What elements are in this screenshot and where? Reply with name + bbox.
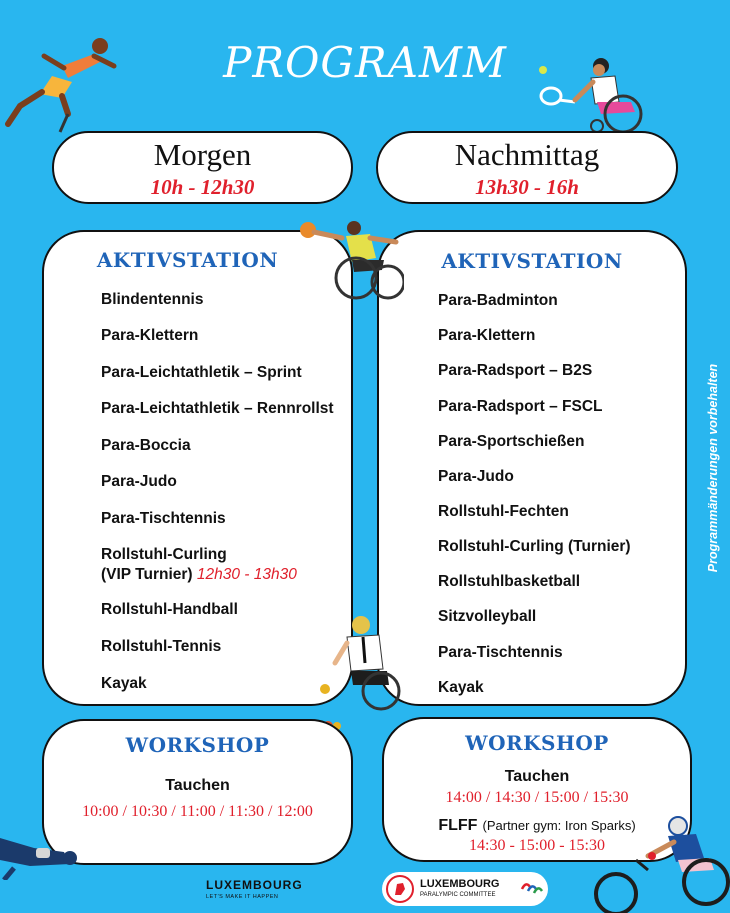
list-item: Para-Judo: [438, 468, 514, 485]
agitos-logo-icon: [520, 879, 544, 899]
curling-time: 12h30 - 13h30: [196, 566, 297, 583]
wheelchair-basketball-illustration: [298, 218, 404, 302]
page-title: PROGRAMM: [223, 38, 507, 87]
left-workshop-heading: WORKSHOP: [125, 733, 270, 757]
morning-heading: Morgen: [153, 137, 252, 172]
list-item: Para-Klettern: [438, 327, 536, 344]
wheelchair-tennis-illustration: [535, 52, 655, 136]
list-item: Para-Tischtennis: [438, 644, 563, 661]
list-item: Kayak: [101, 675, 147, 692]
list-item: Para-Radsport – B2S: [438, 362, 593, 379]
list-item-curling: [101, 545, 334, 600]
list-item: Para-Radsport – FSCL: [438, 398, 603, 415]
list-item: Para-Judo: [101, 473, 177, 490]
luxembourg-logo: [206, 878, 303, 900]
list-item: Rollstuhl-Fechten: [438, 503, 569, 520]
runner-illustration: [2, 36, 118, 136]
left-workshop-activity: Tauchen: [165, 777, 230, 794]
diver-illustration: [0, 808, 82, 880]
morning-pill: [52, 131, 353, 204]
paralympic-wordmark: LUXEMBOURG: [420, 878, 500, 890]
side-note: [703, 350, 723, 585]
curling-vip: (VIP Turnier): [101, 566, 193, 583]
list-item: Rollstuhl-Curling (Turnier): [438, 538, 631, 555]
list-item: Para-Leichtathletik – Sprint: [101, 364, 302, 381]
flff-note: (Partner gym: Iron Sparks): [482, 818, 636, 833]
list-item: Para-Leichtathletik – Rennrollst: [101, 400, 334, 417]
left-station-heading: AKTIVSTATION: [96, 248, 279, 272]
left-workshop-times: 10:00 / 10:30 / 11:00 / 11:30 / 12:00: [82, 803, 313, 820]
list-item: Para-Tischtennis: [101, 510, 226, 527]
list-item: Para-Badminton: [438, 292, 558, 309]
list-item: Rollstuhl-Tennis: [101, 638, 222, 655]
afternoon-pill: [376, 131, 678, 204]
wheelchair-referee-illustration: [317, 613, 407, 711]
right-activity-box: [377, 230, 687, 706]
curling-label: Rollstuhl-Curling: [101, 546, 227, 563]
right-workshop-activity: Tauchen: [504, 768, 570, 785]
lion-logo-icon: [386, 875, 414, 903]
right-workshop-heading: WORKSHOP: [465, 731, 609, 755]
paralympic-committee-logo: [382, 872, 548, 906]
luxembourg-tagline: LET'S MAKE IT HAPPEN: [206, 894, 279, 900]
list-item: Blindentennis: [101, 291, 204, 308]
list-item: Rollstuhl-Handball: [101, 601, 238, 618]
list-item: Kayak: [438, 679, 484, 696]
list-item: Rollstuhlbasketball: [438, 573, 581, 590]
right-station-heading: AKTIVSTATION: [441, 249, 623, 273]
flff-times: 14:30 - 15:00 - 15:30: [469, 837, 605, 854]
morning-time: 10h - 12h30: [150, 175, 255, 199]
paralympic-sub: PARALYMPIC COMMITTEE: [420, 892, 496, 898]
list-item: Sitzvolleyball: [438, 608, 537, 625]
list-item: Para-Sportschießen: [438, 433, 585, 450]
luxembourg-wordmark: LUXEMBOURG: [206, 878, 303, 892]
afternoon-time: 13h30 - 16h: [475, 175, 579, 199]
right-station-list: [438, 291, 631, 698]
handbike-illustration: [588, 812, 730, 913]
right-workshop-times: 14:00 / 14:30 / 15:00 / 15:30: [445, 789, 629, 806]
afternoon-heading: Nachmittag: [454, 137, 600, 172]
left-workshop-box: [42, 719, 353, 865]
flff-label: FLFF: [438, 817, 478, 834]
left-station-list: [101, 290, 334, 694]
side-note-text: Programmänderungen vorbehalten: [706, 363, 720, 572]
list-item: Para-Boccia: [101, 437, 191, 454]
list-item: Para-Klettern: [101, 327, 199, 344]
